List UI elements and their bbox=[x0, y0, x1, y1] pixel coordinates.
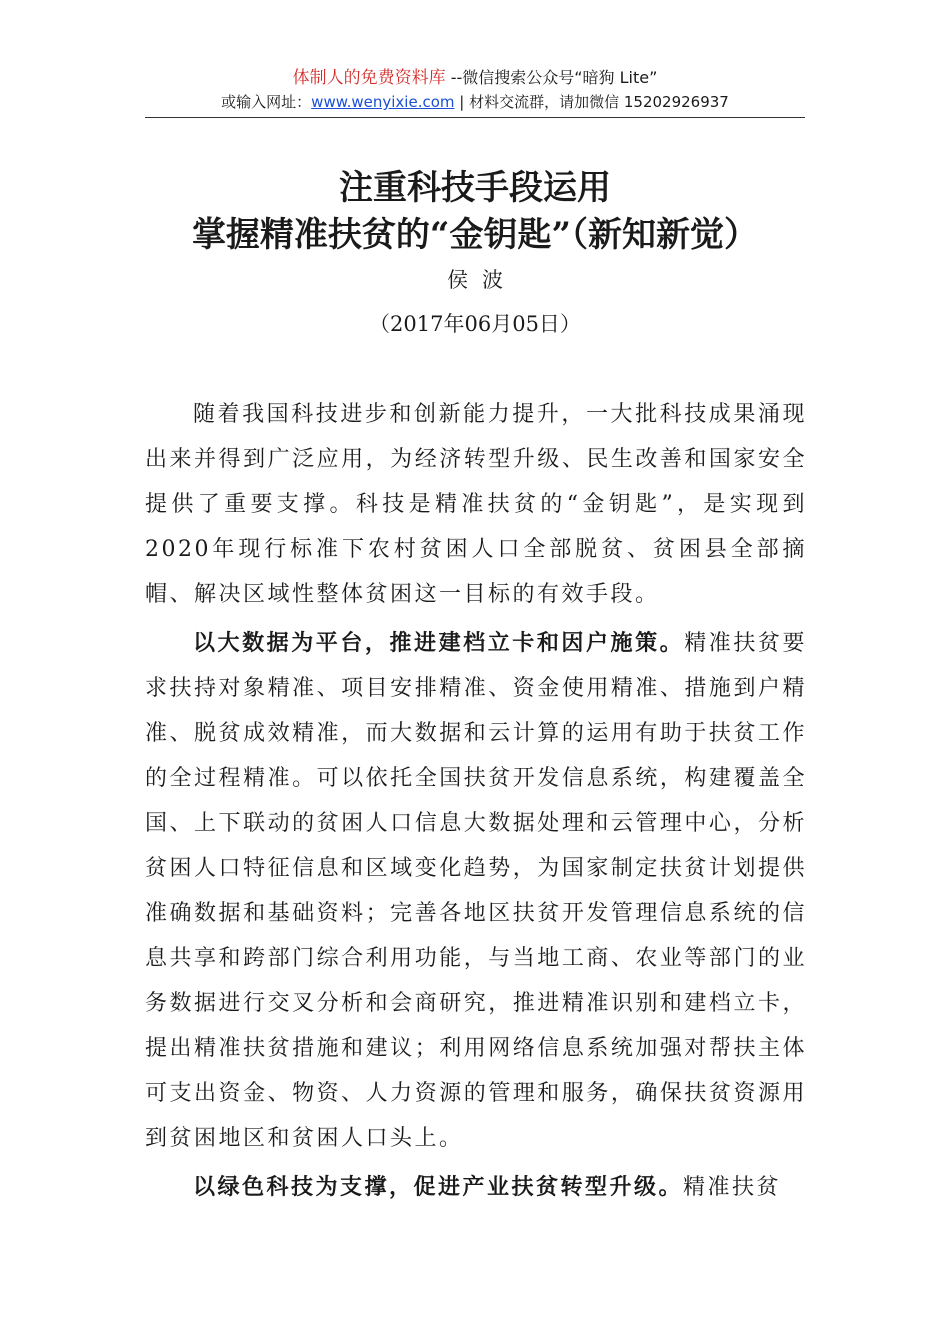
article-author: 侯波 bbox=[447, 268, 517, 292]
header-contact: | 材料交流群，请加微信 15202926937 bbox=[454, 93, 729, 111]
paragraph-3-text: 精准扶贫 bbox=[683, 1175, 782, 1200]
paragraph-3 bbox=[145, 1165, 807, 1210]
paragraph-2-lead: 以大数据为平台，推进建档立卡和因户施策。 bbox=[193, 630, 685, 656]
article-title-line-1: 注重科技手段运用 bbox=[339, 168, 611, 208]
paragraph-3-lead: 以绿色科技为支撑，促进产业扶贫转型升级。 bbox=[193, 1174, 684, 1200]
paragraph-1-text: 随着我国科技进步和创新能力提升，一大批科技成果涌现出来并得到广泛应用，为经济转型升级、民生改善和国家安全提供了重要支撑。科技是精准扶贫的“金钥匙”，是实现到2020年现行标准下农村贫困人口全部脱贫、贫困县全部摘帽、解决区域性整体贫困这一目标的有效手段。 bbox=[145, 402, 807, 607]
article-title-line-2: 掌握精准扶贫的“金钥匙”（新知新觉） bbox=[191, 215, 759, 255]
header-divider bbox=[145, 117, 805, 118]
header-line-2 bbox=[145, 90, 805, 114]
paragraph-2 bbox=[145, 621, 807, 1161]
header-line-1 bbox=[145, 66, 805, 90]
paragraph-2-text: 精准扶贫要求扶持对象精准、项目安排精准、资金使用精准、措施到户精准、脱贫成效精准，而大数据和云计算的运用有助于扶贫工作的全过程精准。可以依托全国扶贫开发信息系统，构建覆盖全国、上下联动的贫困人口信息大数据处理和云管理中心，分析贫困人口特征信息和区域变化趋势，为国家制定扶贫计划提供准确数据和基础资料；完善各地区扶贫开发管理信息系统的信息共享和跨部门综合利用功能，与当地工商、农业等部门的业务数据进行交叉分析和会商研究，推进精准识别和建档立卡，提出精准扶贫措施和建议；利用网络信息系统加强对帮扶主体可支出资金、物资、人力资源的管理和服务，确保扶贫资源用到贫困地区和贫困人口头上。 bbox=[145, 631, 807, 1151]
header-search-hint: --微信搜索公众号“暗狗 Lite” bbox=[445, 68, 658, 87]
page-header bbox=[145, 66, 805, 114]
article-date: （2017年06月05日） bbox=[369, 312, 581, 336]
paragraph-1 bbox=[145, 392, 807, 617]
header-url-link[interactable]: www.wenyixie.com bbox=[311, 93, 455, 111]
header-url-prefix: 或输入网址： bbox=[221, 93, 312, 111]
header-brand: 体制人的免费资料库 bbox=[292, 68, 446, 88]
article-body bbox=[145, 392, 807, 1214]
